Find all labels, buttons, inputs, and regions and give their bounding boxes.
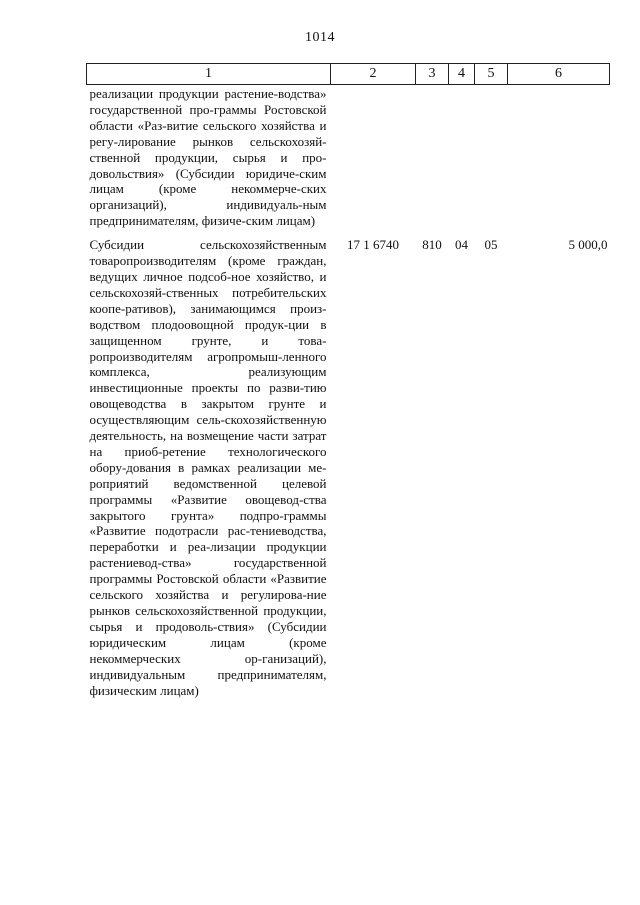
- row-expense-type: [416, 85, 449, 230]
- row-description: реализации продукции растение-водства» государственной про-граммы Ростовской области «Раз-витие сельского хозяйства и регу-лирование рынков сельскохозяй-ственной продукции, сырья и про-довольствия» (Субсидии юридиче-ским лицам (кроме некоммерче-ских организаций), индивидуаль-ным предпринимателям, физиче-ским лицам): [89, 86, 327, 229]
- header-col-2: 2: [331, 64, 416, 85]
- row-target-code: 17 1 6740: [347, 237, 399, 253]
- table-row: [87, 229, 610, 698]
- row-expense-type: 810: [422, 237, 442, 253]
- table-header-row: [87, 64, 610, 85]
- row-subsection: [475, 85, 508, 230]
- header-col-6: 6: [508, 64, 610, 85]
- row-amount: [508, 85, 610, 230]
- row-section: 04: [455, 237, 468, 253]
- header-col-5: 5: [475, 64, 508, 85]
- table-row: [87, 85, 610, 230]
- row-target-code: [331, 85, 416, 230]
- row-subsection: 05: [484, 237, 498, 253]
- row-section: [449, 85, 475, 230]
- budget-table: [86, 63, 610, 698]
- row-description: Субсидии сельскохозяйственным товаропроизводителям (кроме граждан, ведущих личное подсоб-ное хозяйство, и сельскохозяй-ственных потребительских коопе-ративов), занимающимся произ-водством плодоовощной продук-ции в защищенном грунте, и това-ропроизводителям агропромыш-ленного комплекса, реализующим инвестиционные проекты по разви-тию овощеводства в закрытом грунте и осуществляющим сель-скохозяйственную деятельность, на возмещение части затрат на приоб-ретение технологического обору-дования в рамках реализации ме-роприятий ведомственной целевой программы «Развитие овощевод-ства закрытого грунта» подпро-граммы «Развитие подотрасли рас-тениеводства, переработки и реа-лизации продукции растениевод-ства» государственной программы Ростовской области «Развитие сельского хозяйства и регулирова-ние рынков сельскохозяйственной продукции, сырья и продоволь-ствия» (Субсидии юридическим лицам (кроме некоммерческих ор-ганизаций), индивидуальным предпринимателям, физическим лицам): [89, 237, 327, 698]
- header-col-4: 4: [449, 64, 475, 85]
- header-col-1: 1: [87, 64, 331, 85]
- page-number: 1014: [305, 30, 335, 45]
- row-amount: 5 000,0: [568, 237, 608, 253]
- header-col-3: 3: [416, 64, 449, 85]
